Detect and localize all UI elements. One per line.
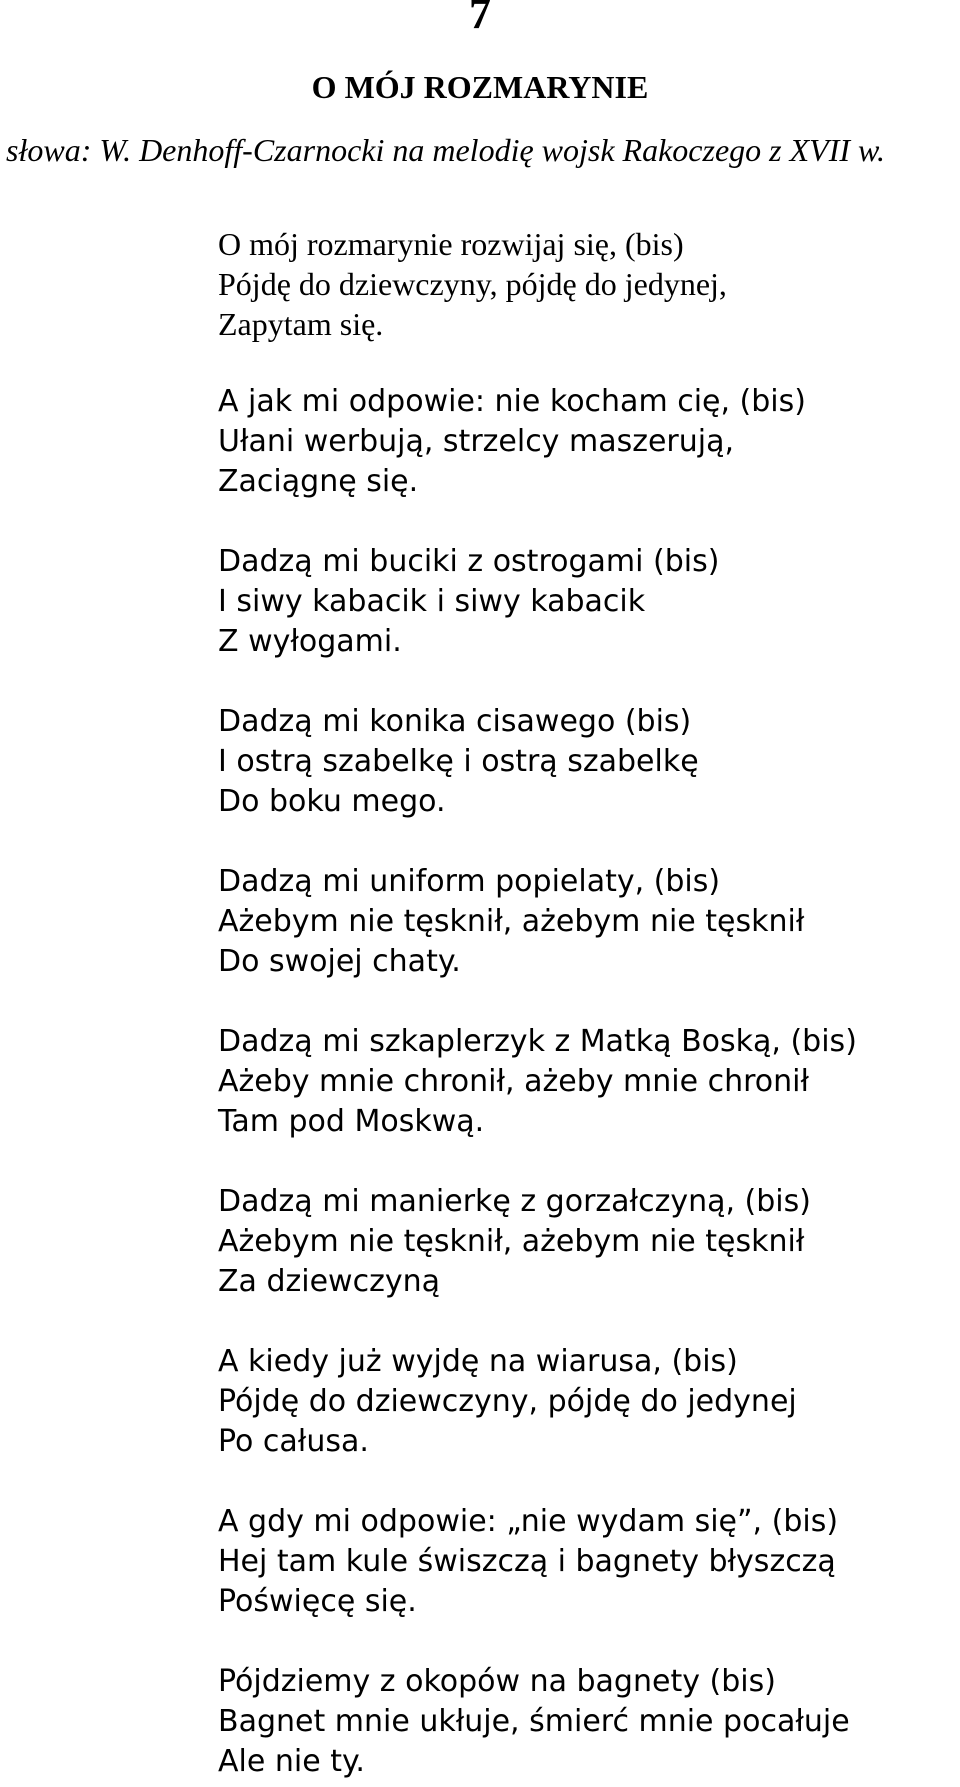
verse-line: Dadzą mi manierkę z gorzałczyną, (bis) <box>218 1184 811 1219</box>
stanza-7 <box>218 1182 811 1302</box>
verse-line: Po całusa. <box>218 1424 369 1459</box>
verse-line: I ostrą szabelkę i ostrą szabelkę <box>218 744 699 779</box>
stanza-10 <box>218 1662 850 1782</box>
verse-line: A kiedy już wyjdę na wiarusa, (bis) <box>218 1344 738 1379</box>
stanza-2 <box>218 382 806 502</box>
stanza-5 <box>218 862 804 982</box>
verse-line: Do boku mego. <box>218 784 446 819</box>
stanza-3 <box>218 542 719 662</box>
verse-line: Bagnet mnie ukłuje, śmierć mnie pocałuje <box>218 1704 850 1739</box>
stanza-1 <box>218 224 727 344</box>
verse-line: Ażebym nie tęsknił, ażebym nie tęsknił <box>218 904 805 939</box>
verse-line: Dadzą mi szkaplerzyk z Matką Boską, (bis) <box>218 1024 857 1059</box>
verse-line: Ale nie ty. <box>218 1744 365 1779</box>
verse-line: Ułani werbują, strzelcy maszerują, <box>218 424 735 459</box>
verse-line: Za dziewczyną <box>218 1264 440 1299</box>
verse-line: Dadzą mi buciki z ostrogami (bis) <box>218 544 720 579</box>
verse-line: Do swojej chaty. <box>218 944 461 979</box>
verse-line: O mój rozmarynie rozwijaj się, (bis) <box>218 226 684 262</box>
verse-line: A gdy mi odpowie: „nie wydam się”, (bis) <box>218 1504 839 1539</box>
verse-line: Pójdę do dziewczyny, pójdę do jedynej, <box>218 266 727 302</box>
verse-line: Z wyłogami. <box>218 624 402 659</box>
verse-line: Hej tam kule świszczą i bagnety błyszczą <box>218 1544 836 1579</box>
song-title: O MÓJ ROZMARYNIE <box>311 69 649 105</box>
verse-line: Zaciągnę się. <box>218 464 419 499</box>
verse-line: Ażebym nie tęsknił, ażebym nie tęsknił <box>218 1224 805 1259</box>
verse-line: Zapytam się. <box>218 306 384 342</box>
verse-line: Pójdę do dziewczyny, pójdę do jedynej <box>218 1384 797 1419</box>
verse-line: Pójdziemy z okopów na bagnety (bis) <box>218 1664 776 1699</box>
verse-line: Poświęcę się. <box>218 1584 417 1619</box>
stanza-8 <box>218 1342 797 1462</box>
stanza-9 <box>218 1502 838 1622</box>
verse-line: Tam pod Moskwą. <box>218 1104 485 1139</box>
verse-line: Ażeby mnie chronił, ażeby mnie chronił <box>218 1064 810 1099</box>
verse-line: Dadzą mi konika cisawego (bis) <box>218 704 692 739</box>
page-number: 7 <box>469 0 491 38</box>
verse-line: A jak mi odpowie: nie kocham cię, (bis) <box>218 384 806 419</box>
verse-line: Dadzą mi uniform popielaty, (bis) <box>218 864 721 899</box>
song-credits: słowa: W. Denhoff-Czarnocki na melodię wojsk Rakoczego z XVII w. <box>6 132 885 168</box>
verse-line: I siwy kabacik i siwy kabacik <box>218 584 646 619</box>
stanza-4 <box>218 702 699 822</box>
stanza-6 <box>218 1022 857 1142</box>
